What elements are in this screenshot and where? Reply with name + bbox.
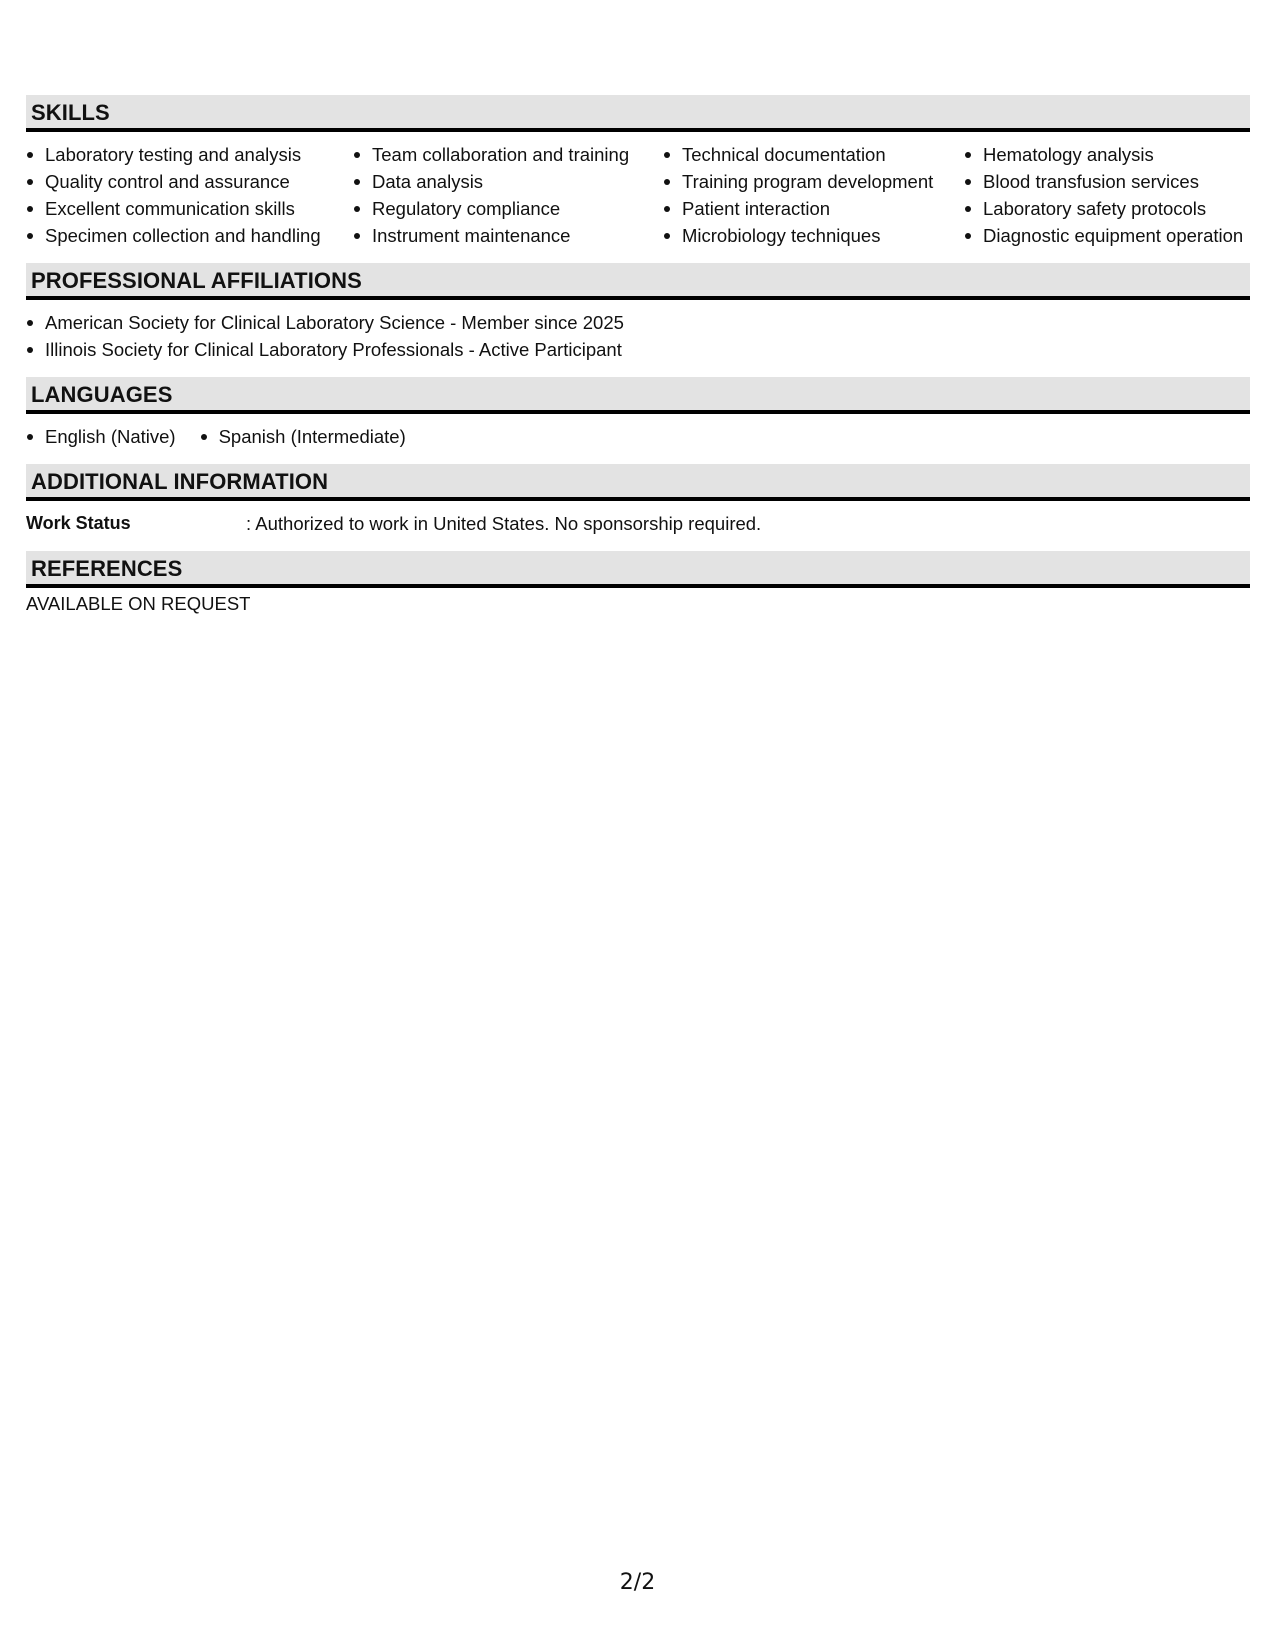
skill-item: Specimen collection and handling: [26, 222, 353, 249]
skill-item: Training program development: [663, 168, 964, 195]
skills-column-3: [663, 141, 964, 249]
skills-column-2: [353, 141, 663, 249]
skill-item: Hematology analysis: [964, 141, 1250, 168]
skill-item: Diagnostic equipment operation: [964, 222, 1250, 249]
page-number: 2/2: [619, 1570, 656, 1595]
languages-heading: LANGUAGES: [26, 377, 1250, 414]
skill-item: Blood transfusion services: [964, 168, 1250, 195]
skills-grid: [26, 132, 1250, 249]
skill-item: Instrument maintenance: [353, 222, 663, 249]
references-text: AVAILABLE ON REQUEST: [26, 593, 251, 614]
resume-page: [26, 95, 1250, 631]
affiliations-section: [26, 263, 1250, 363]
affiliation-item: Illinois Society for Clinical Laboratory Professionals - Active Participant: [26, 336, 1250, 363]
skill-item: Technical documentation: [663, 141, 964, 168]
work-status-label: Work Status: [26, 513, 131, 533]
references-heading: REFERENCES: [26, 551, 1250, 588]
additional-info-heading: ADDITIONAL INFORMATION: [26, 464, 1250, 501]
skill-item: Data analysis: [353, 168, 663, 195]
skill-item: Regulatory compliance: [353, 195, 663, 222]
affiliations-list: [26, 309, 1250, 363]
skill-item: Laboratory testing and analysis: [26, 141, 353, 168]
skill-item: Microbiology techniques: [663, 222, 964, 249]
work-status-row: [26, 501, 1250, 537]
references-section: [26, 551, 1250, 617]
skills-heading: SKILLS: [26, 95, 1250, 132]
skills-section: [26, 95, 1250, 249]
affiliations-body: [26, 300, 1250, 363]
skill-item: Patient interaction: [663, 195, 964, 222]
skills-column-1: [26, 141, 353, 249]
affiliation-item: American Society for Clinical Laboratory Science - Member since 2025: [26, 309, 1250, 336]
skill-item: Team collaboration and training: [353, 141, 663, 168]
languages-body: [26, 414, 1250, 450]
languages-list: [26, 423, 1250, 450]
affiliations-heading: PROFESSIONAL AFFILIATIONS: [26, 263, 1250, 300]
skill-item: Quality control and assurance: [26, 168, 353, 195]
language-item: English (Native): [26, 423, 176, 450]
skill-item: Excellent communication skills: [26, 195, 353, 222]
work-status-value: : Authorized to work in United States. No sponsorship required.: [246, 513, 762, 534]
skills-column-4: [964, 141, 1250, 249]
skill-item: Laboratory safety protocols: [964, 195, 1250, 222]
additional-info-section: [26, 464, 1250, 537]
language-item: Spanish (Intermediate): [200, 423, 406, 450]
languages-section: [26, 377, 1250, 450]
